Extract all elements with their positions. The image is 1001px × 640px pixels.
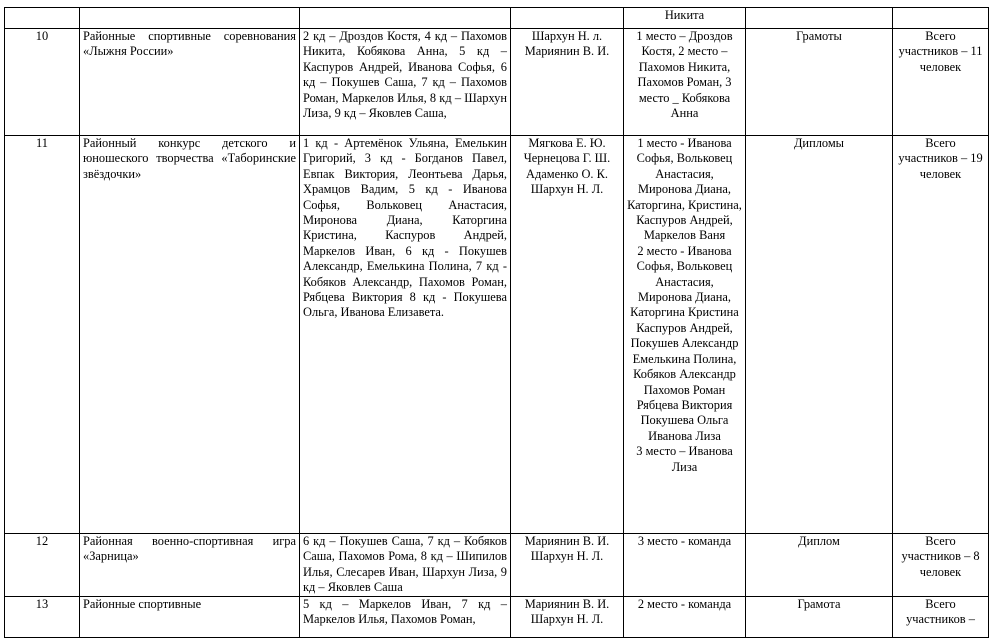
result: 1 место - Иванова Софья, Вольковец Анастасия, Миронова Диана, Каторгина, Кристина, Каспуров Андрей, Маркелов Ваня 2 место - Иванова Софья, Вольковец Анастасия, Миронова Диана, Каторгина Кристина Каспуров Андрей, Покушев Александр Емелькина Полина, Кобяков Александр Пахомов Роман Рябцева Виктория Покушева Ольга Иванова Лиза 3 место – Иванова Лиза bbox=[624, 136, 746, 534]
table-row bbox=[5, 136, 989, 534]
total-participants: Всего участников – 19 человек bbox=[893, 136, 989, 534]
event-name bbox=[80, 8, 300, 29]
total-participants: Всего участников – 11 человек bbox=[893, 29, 989, 136]
table-row bbox=[5, 534, 989, 597]
row-number: 12 bbox=[5, 534, 80, 597]
row-number: 10 bbox=[5, 29, 80, 136]
leaders: Мариянин В. И. Шархун Н. Л. bbox=[511, 596, 624, 637]
event-name: Районная военно-спортивная игра «Зарница» bbox=[80, 534, 300, 597]
award: Грамота bbox=[746, 596, 893, 637]
table-row bbox=[5, 596, 989, 637]
event-name: Районные спортивные соревнования «Лыжня России» bbox=[80, 29, 300, 136]
leaders: Шархун Н. л. Мариянин В. И. bbox=[511, 29, 624, 136]
award: Диплом bbox=[746, 534, 893, 597]
total-participants bbox=[893, 8, 989, 29]
leaders bbox=[511, 8, 624, 29]
row-number bbox=[5, 8, 80, 29]
table-row bbox=[5, 8, 989, 29]
participants: 2 кд – Дроздов Костя, 4 кд – Пахомов Никита, Кобякова Анна, 5 кд – Каспуров Андрей, Иванова Софья, 6 кд – Покушев Саша, 7 кд – Пахомов Роман, Маркелов Илья, 8 кд – Шархун Лиза, 9 кд – Яковлев Саша, bbox=[300, 29, 511, 136]
table-row bbox=[5, 29, 989, 136]
participants bbox=[300, 8, 511, 29]
result: 3 место - команда bbox=[624, 534, 746, 597]
award: Грамоты bbox=[746, 29, 893, 136]
total-participants: Всего участников – bbox=[893, 596, 989, 637]
leaders: Мягкова Е. Ю. Чернецова Г. Ш. Адаменко О. К. Шархун Н. Л. bbox=[511, 136, 624, 534]
result: 1 место – Дроздов Костя, 2 место – Пахомов Никита, Пахомов Роман, 3 место _ Кобякова Анна bbox=[624, 29, 746, 136]
result: Никита bbox=[624, 8, 746, 29]
event-name: Районный конкурс детского и юношеского творчества «Таборинские звёздочки» bbox=[80, 136, 300, 534]
participants: 1 кд - Артемёнок Ульяна, Емелькин Григорий, 3 кд - Богданов Павел, Евпак Виктория, Леонтьева Дарья, Храмцов Вадим, 5 кд - Иванова Софья, Вольковец Анастасия, Миронова Диана, Каторгина Кристина, Каспуров Андрей, Маркелов Иван, 6 кд - Покушев Александр, Емелькина Полина, 7 кд - Кобяков Александр, Пахомов Роман, Рябцева Виктория 8 кд - Покушева Ольга, Иванова Елизавета. bbox=[300, 136, 511, 534]
leaders: Мариянин В. И. Шархун Н. Л. bbox=[511, 534, 624, 597]
event-name: Районные спортивные bbox=[80, 596, 300, 637]
report-table bbox=[4, 7, 989, 638]
award bbox=[746, 8, 893, 29]
row-number: 13 bbox=[5, 596, 80, 637]
total-participants: Всего участников – 8 человек bbox=[893, 534, 989, 597]
row-number: 11 bbox=[5, 136, 80, 534]
award: Дипломы bbox=[746, 136, 893, 534]
participants: 6 кд – Покушев Саша, 7 кд – Кобяков Саша, Пахомов Рома, 8 кд – Шипилов Илья, Слесарев Иван, Шархун Лиза, 9 кд – Яковлев Саша bbox=[300, 534, 511, 597]
result: 2 место - команда bbox=[624, 596, 746, 637]
participants: 5 кд – Маркелов Иван, 7 кд – Маркелов Илья, Пахомов Роман, bbox=[300, 596, 511, 637]
